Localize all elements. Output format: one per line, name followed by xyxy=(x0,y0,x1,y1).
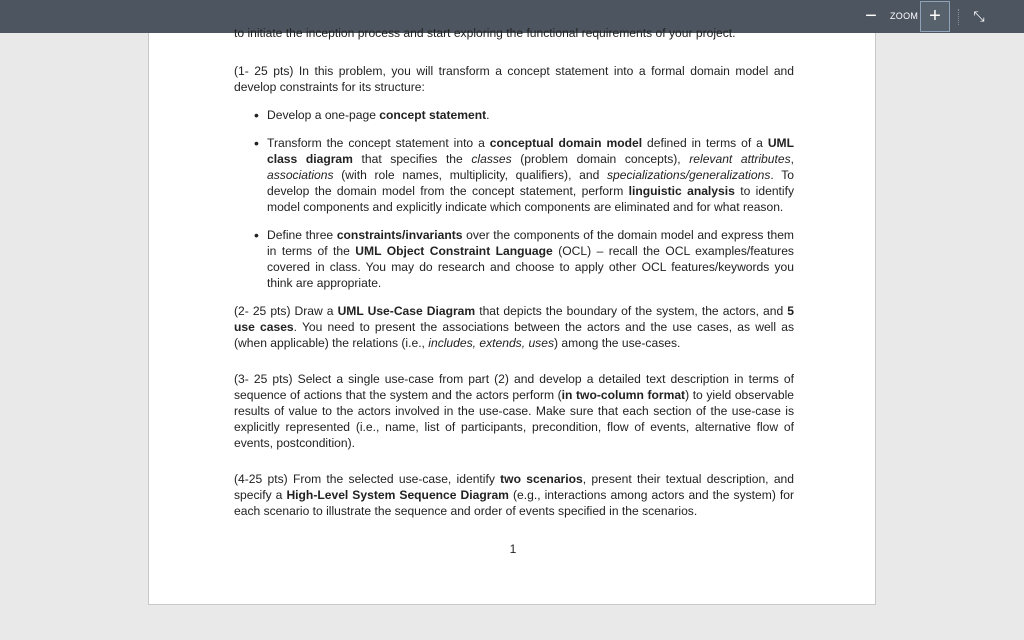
page-number: 1 xyxy=(509,542,517,556)
page-content xyxy=(234,26,795,519)
problem-2: (2- 25 pts) Draw a UML Use-Case Diagram that depicts the boundary of the system, the actors, and 5 use cases. You need to present the associations between the actors and the use cases, as well as (when applicable) the relations (i.e., includes, extends, uses) among the use-cases. xyxy=(234,304,794,350)
document-page xyxy=(148,26,876,605)
problem-1-list xyxy=(234,107,794,291)
zoom-in-button[interactable]: + xyxy=(929,5,941,27)
list-item: • Define three constraints/invariants over the components of the domain model and express them in terms of the UML Object Constraint Language (OCL) – recall the OCL examples/features covered in class. You may do research and choose to apply other OCL features/keywords you think are appropriate. xyxy=(234,227,794,291)
zoom-label: ZOOM xyxy=(890,11,919,21)
exit-fullscreen-icon[interactable]: ⤡ xyxy=(973,8,985,24)
partial-text-line: to initiate the inception process and start exploring the functional requirements of your project. xyxy=(234,26,736,40)
list-item: • Develop a one-page concept statement. xyxy=(234,107,794,123)
toolbar-divider xyxy=(958,9,959,25)
zoom-out-button[interactable]: − xyxy=(865,5,877,27)
list-item: • Transform the concept statement into a conceptual domain model defined in terms of a UML class diagram that specifies the classes (problem domain concepts), relevant attributes, associations (with role names, multiplicity, qualifiers), and specializations/generalizations. To develop the domain model from the concept statement, perform linguistic analysis to identify model components and explicitly indicate which components are eliminated and for what reason. xyxy=(234,135,794,215)
problem-4: (4-25 pts) From the selected use-case, identify two scenarios, present their textual description, and specify a High-Level System Sequence Diagram (e.g., interactions among actors and the system) for each scenario to illustrate the sequence and order of events specified in the scenarios. xyxy=(234,472,795,518)
problem-1-intro: (1- 25 pts) In this problem, you will transform a concept statement into a formal domain model and develop constraints for its structure: xyxy=(234,64,794,94)
problem-3: (3- 25 pts) Select a single use-case from part (2) and develop a detailed text description in terms of sequence of actions that the system and the actors perform (in two-column format) to yield observable results of value to the actors involved in the use-case. Make sure that each section of the use-case is explicitly represented (i.e., name, list of participants, precondition, flow of events, alternative flow of events, postcondition). xyxy=(234,372,794,450)
